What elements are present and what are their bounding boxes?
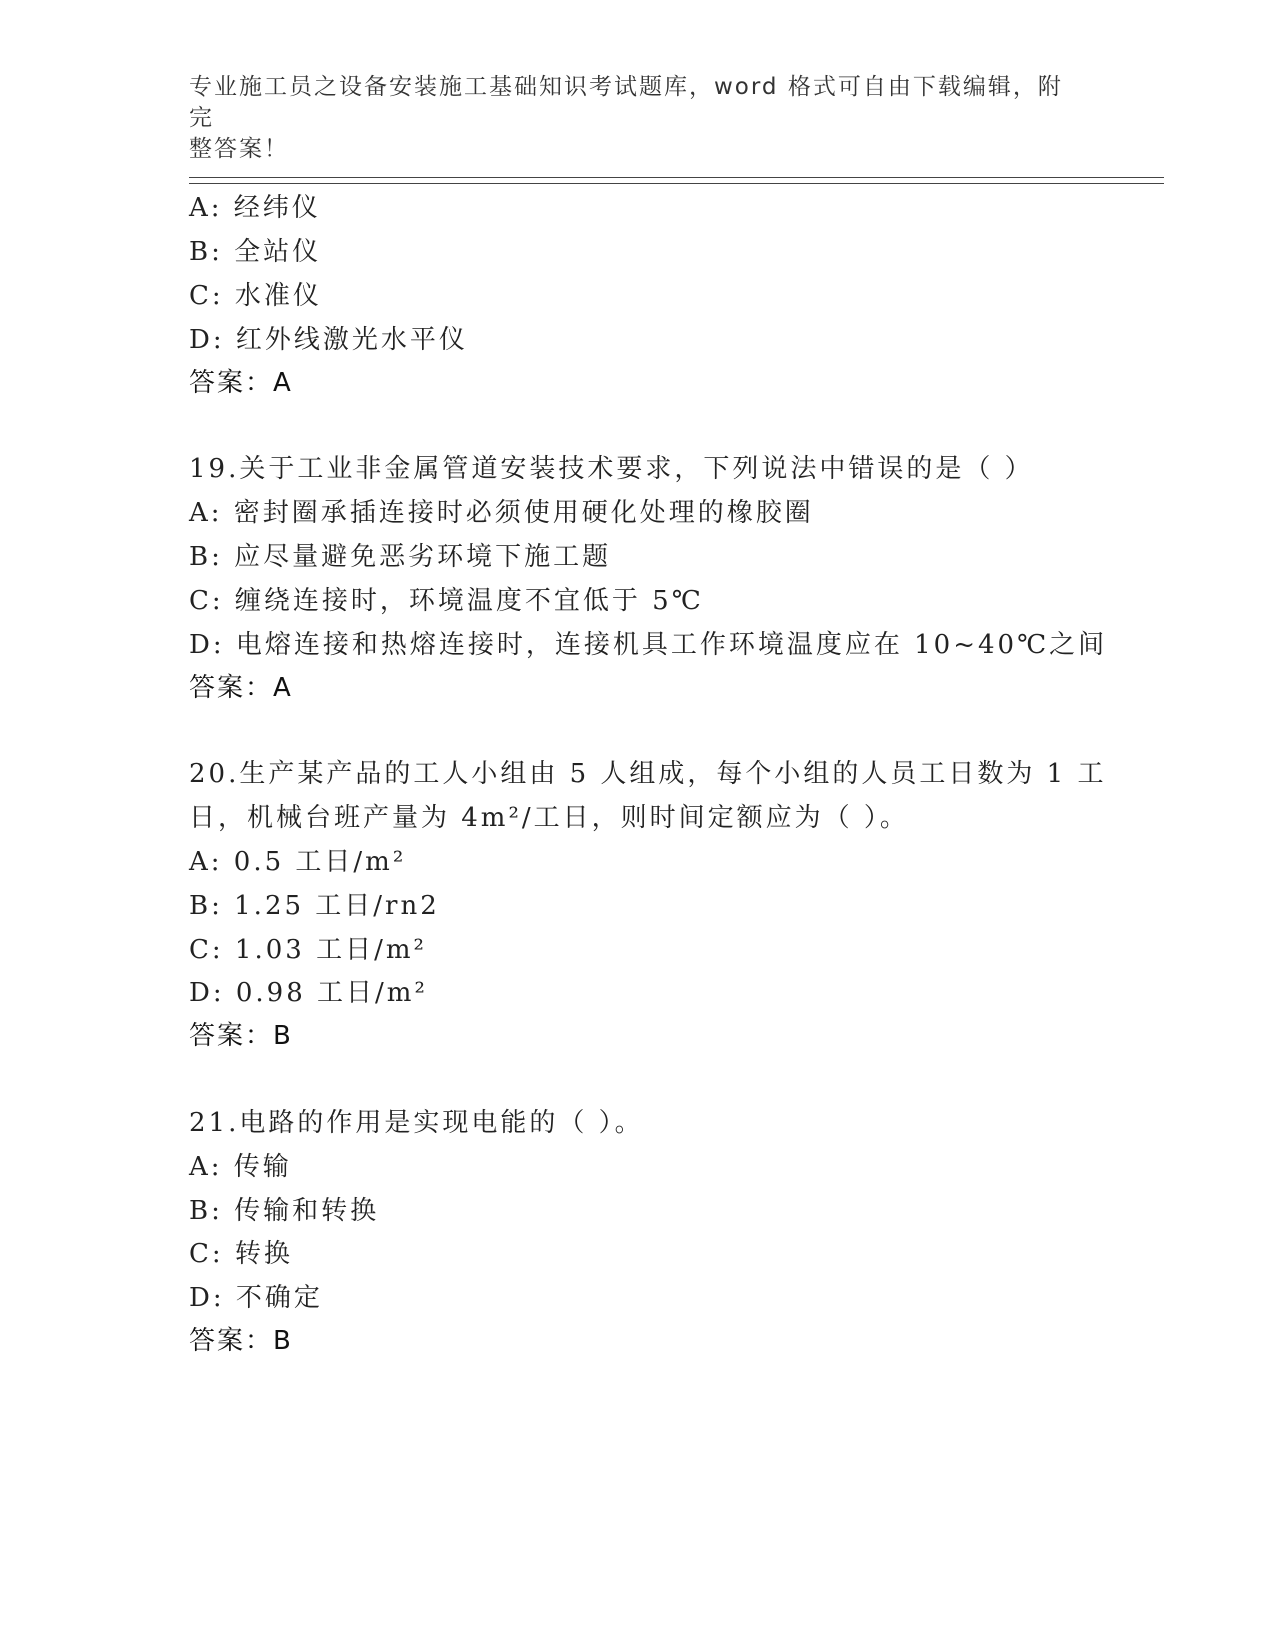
q21-option-d: D: 不确定: [189, 1283, 323, 1313]
header-line-1: 专业施工员之设备安装施工基础知识考试题库，word 格式可自由下载编辑，附完: [189, 74, 1063, 131]
document-header: [189, 72, 1069, 165]
q19-option-c: C: 缠绕连接时，环境温度不宜低于 5℃: [189, 586, 704, 616]
q21-answer: 答案：B: [189, 1326, 293, 1356]
q18-option-d: D: 红外线激光水平仪: [189, 325, 468, 355]
q21-option-c: C: 转换: [189, 1239, 293, 1269]
q19-answer: 答案：A: [189, 673, 293, 703]
q18-option-c: C: 水准仪: [189, 281, 322, 311]
q20-option-a: A: 0.5 工日/m²: [189, 847, 407, 877]
q20-option-d: D: 0.98 工日/m²: [189, 978, 428, 1008]
q20-question-line-1: 20.生产某产品的工人小组由 5 人组成，每个小组的人员工日数为 1 工: [189, 759, 1107, 789]
q18-option-b: B: 全站仪: [189, 237, 322, 267]
q21-question: 21.电路的作用是实现电能的（ ）。: [189, 1108, 644, 1138]
q20-option-b: B: 1.25 工日/rn2: [189, 891, 440, 921]
q20-answer: 答案：B: [189, 1021, 293, 1051]
q20-question-line-2: 日，机械台班产量为 4m²/工日，则时间定额应为（ ）。: [189, 803, 909, 833]
q21-option-b: B: 传输和转换: [189, 1196, 380, 1226]
q18-answer: 答案：A: [189, 368, 293, 398]
q20-option-c: C: 1.03 工日/m²: [189, 935, 427, 965]
q18-option-a: A: 经纬仪: [189, 193, 321, 223]
q19-option-d: D: 电熔连接和热熔连接时，连接机具工作环境温度应在 10~40℃之间: [189, 630, 1108, 660]
header-divider-top: [189, 177, 1164, 178]
q19-question: 19.关于工业非金属管道安装技术要求，下列说法中错误的是（ ）: [189, 454, 1034, 484]
q19-option-a: A: 密封圈承插连接时必须使用硬化处理的橡胶圈: [189, 498, 814, 528]
header-line-2: 整答案！: [189, 136, 289, 162]
header-divider-bottom: [189, 183, 1164, 184]
q21-option-a: A: 传输: [189, 1152, 292, 1182]
q19-option-b: B: 应尽量避免恶劣环境下施工题: [189, 542, 612, 572]
